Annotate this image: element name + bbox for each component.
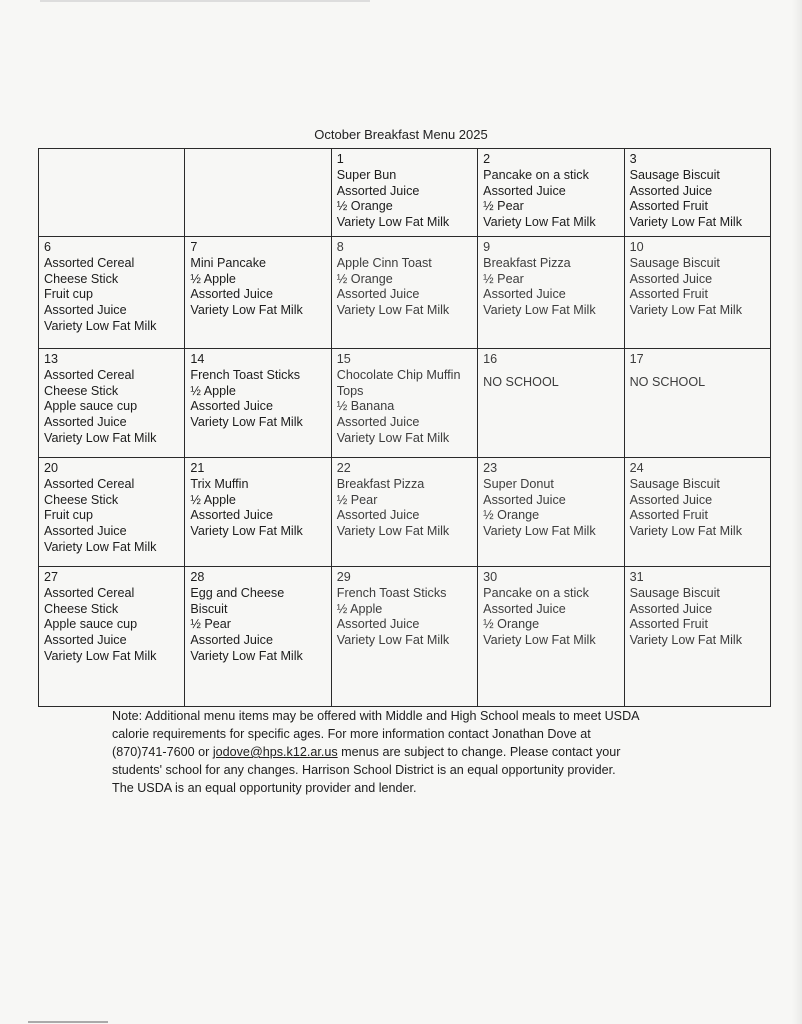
menu-item: Sausage Biscuit [629, 476, 720, 491]
note-line-4: students' school for any changes. Harrison School District is an equal opportunity provider. [112, 763, 616, 777]
day-cell-23 [478, 458, 624, 567]
empty-day-cell [39, 149, 185, 237]
menu-item: Assorted Juice [44, 415, 127, 430]
menu-item: Breakfast Pizza [483, 255, 571, 270]
day-number: 15 [336, 352, 351, 366]
menu-item: Assorted Juice [629, 183, 713, 198]
day-cell-6 [39, 237, 185, 349]
note-phone-text: (870)741-7600 or [112, 745, 213, 759]
day-cell-24 [624, 458, 770, 567]
day-number: 3 [629, 152, 637, 166]
menu-item: Assorted Juice [44, 303, 127, 318]
menu-item: Tops [336, 383, 364, 398]
menu-item: Variety Low Fat Milk [44, 648, 157, 663]
menu-item: ½ Banana [336, 399, 395, 414]
menu-item: Assorted Juice [336, 183, 420, 198]
day-number: 2 [483, 152, 491, 166]
day-cell-3 [624, 149, 770, 237]
calendar-body [39, 149, 771, 707]
menu-item: Pancake on a stick [483, 167, 589, 182]
menu-item: Assorted Juice [190, 633, 273, 648]
menu-item: ½ Apple [190, 492, 236, 507]
day-cell-17 [624, 349, 770, 458]
menu-item: Assorted Cereal [44, 255, 135, 270]
scan-edge-shadow [792, 0, 802, 1024]
menu-item: ½ Apple [190, 271, 236, 286]
menu-item: Assorted Juice [336, 287, 420, 302]
day-number: 22 [336, 461, 351, 475]
menu-item: ½ Orange [336, 199, 393, 214]
menu-item: Assorted Juice [483, 492, 566, 507]
menu-item: Assorted Juice [44, 524, 127, 539]
menu-item: Sausage Biscuit [629, 255, 720, 270]
day-number: 24 [629, 461, 644, 475]
day-cell-1 [331, 149, 477, 237]
menu-title: October Breakfast Menu 2025 [314, 127, 488, 142]
menu-item: Fruit cup [44, 287, 93, 302]
menu-item: Assorted Fruit [629, 617, 708, 632]
no-school-label: NO SCHOOL [629, 374, 706, 389]
day-number: 14 [190, 352, 205, 366]
week-row [39, 149, 771, 237]
menu-item: Assorted Juice [190, 508, 273, 523]
menu-item: Breakfast Pizza [336, 476, 425, 491]
day-cell-22 [331, 458, 477, 567]
day-cell-10 [624, 237, 770, 349]
menu-item: French Toast Sticks [336, 585, 447, 600]
menu-item: Variety Low Fat Milk [336, 215, 450, 230]
menu-item: Variety Low Fat Milk [190, 303, 303, 318]
menu-item: Assorted Juice [483, 183, 566, 198]
day-number: 27 [44, 570, 59, 584]
day-cell-9 [478, 237, 624, 349]
menu-item: Super Donut [483, 476, 554, 491]
menu-item: Assorted Fruit [629, 508, 708, 523]
day-cell-29 [331, 567, 477, 707]
menu-item: Variety Low Fat Milk [336, 430, 450, 445]
menu-item: Variety Low Fat Milk [44, 318, 157, 333]
menu-item: Assorted Juice [629, 271, 713, 286]
menu-item: Fruit cup [44, 508, 93, 523]
menu-item: Assorted Fruit [629, 199, 708, 214]
note-line-5: The USDA is an equal opportunity provider and lender. [112, 781, 417, 795]
day-cell-14 [185, 349, 331, 458]
menu-item: Biscuit [190, 601, 228, 616]
scan-artifact-top [40, 0, 370, 2]
menu-item: Assorted Juice [629, 601, 713, 616]
menu-item: Variety Low Fat Milk [336, 633, 450, 648]
menu-item: Variety Low Fat Milk [44, 430, 157, 445]
menu-item: Apple Cinn Toast [336, 255, 432, 270]
day-cell-20 [39, 458, 185, 567]
menu-item: Mini Pancake [190, 255, 266, 270]
day-cell-8 [331, 237, 477, 349]
menu-item: Variety Low Fat Milk [483, 215, 596, 230]
menu-item: Variety Low Fat Milk [336, 524, 450, 539]
day-number: 8 [336, 240, 344, 254]
menu-item: Assorted Cereal [44, 476, 135, 491]
day-cell-31 [624, 567, 770, 707]
menu-item: ½ Pear [483, 199, 524, 214]
day-number: 20 [44, 461, 59, 475]
menu-item: Assorted Juice [336, 617, 420, 632]
day-cell-21 [185, 458, 331, 567]
menu-item: ½ Pear [190, 617, 231, 632]
menu-item: Variety Low Fat Milk [190, 524, 303, 539]
day-cell-30 [478, 567, 624, 707]
menu-item: Cheese Stick [44, 383, 119, 398]
day-number: 30 [483, 570, 498, 584]
menu-item: Assorted Juice [44, 633, 127, 648]
day-number: 28 [190, 570, 205, 584]
day-number: 9 [483, 240, 491, 254]
menu-item: Variety Low Fat Milk [190, 648, 303, 663]
day-cell-2 [478, 149, 624, 237]
menu-item: Variety Low Fat Milk [629, 524, 743, 539]
menu-item: Assorted Juice [629, 492, 713, 507]
menu-item: Variety Low Fat Milk [483, 524, 596, 539]
menu-item: Cheese Stick [44, 271, 119, 286]
note-line-3-rest: menus are subject to change. Please contact your [337, 745, 621, 759]
menu-item: Assorted Cereal [44, 367, 135, 382]
menu-item: ½ Pear [483, 271, 524, 286]
day-number: 23 [483, 461, 498, 475]
day-cell-27 [39, 567, 185, 707]
day-cell-15 [331, 349, 477, 458]
menu-item: ½ Orange [483, 508, 540, 523]
menu-item: Apple sauce cup [44, 617, 138, 632]
menu-item: ½ Orange [336, 271, 393, 286]
menu-item: Sausage Biscuit [629, 585, 720, 600]
day-cell-16 [478, 349, 624, 458]
menu-item: Assorted Juice [483, 601, 566, 616]
day-number: 6 [44, 240, 52, 254]
menu-calendar [38, 148, 771, 707]
menu-item: Cheese Stick [44, 492, 119, 507]
day-number: 31 [629, 570, 644, 584]
day-cell-28 [185, 567, 331, 707]
menu-item: ½ Pear [336, 492, 378, 507]
day-number: 17 [629, 352, 644, 366]
menu-item: Variety Low Fat Milk [483, 303, 596, 318]
menu-item: ½ Orange [483, 617, 540, 632]
menu-item: French Toast Sticks [190, 367, 301, 382]
menu-item: Assorted Juice [336, 508, 420, 523]
menu-item: ½ Apple [190, 383, 236, 398]
menu-item: Variety Low Fat Milk [44, 539, 157, 554]
menu-item: Pancake on a stick [483, 585, 589, 600]
menu-item: Variety Low Fat Milk [629, 633, 743, 648]
menu-item: Assorted Fruit [629, 287, 708, 302]
day-number: 10 [629, 240, 644, 254]
disclaimer-note [112, 707, 712, 797]
day-number: 16 [483, 352, 498, 366]
menu-item: Apple sauce cup [44, 399, 138, 414]
day-cell-13 [39, 349, 185, 458]
menu-item: Variety Low Fat Milk [483, 633, 596, 648]
menu-item: Assorted Juice [336, 415, 420, 430]
day-number: 21 [190, 461, 205, 475]
menu-item: Egg and Cheese [190, 585, 285, 600]
no-school-label: NO SCHOOL [483, 374, 559, 389]
menu-item: Variety Low Fat Milk [629, 303, 743, 318]
menu-item: Cheese Stick [44, 601, 119, 616]
menu-item: Trix Muffin [190, 476, 249, 491]
day-number: 13 [44, 352, 59, 366]
note-line-3 [112, 743, 712, 761]
week-row [39, 458, 771, 567]
contact-email-link[interactable]: jodove@hps.k12.ar.us [212, 745, 338, 759]
scan-artifact-bottom [28, 1021, 108, 1023]
week-row [39, 237, 771, 349]
day-number: 29 [336, 570, 351, 584]
note-line-2: calorie requirements for specific ages. For more information contact Jonathan Dove at [112, 727, 591, 741]
day-cell-7 [185, 237, 331, 349]
day-number: 1 [336, 152, 344, 166]
day-number: 7 [190, 240, 198, 254]
menu-item: Variety Low Fat Milk [190, 415, 303, 430]
note-line-1: Note: Additional menu items may be offered with Middle and High School meals to meet USDA [112, 709, 640, 723]
menu-item: Assorted Juice [483, 287, 566, 302]
menu-item: Chocolate Chip Muffin [336, 367, 461, 382]
menu-item: Variety Low Fat Milk [336, 303, 450, 318]
menu-item: Super Bun [336, 167, 397, 182]
menu-item: Sausage Biscuit [629, 167, 720, 182]
menu-item: Assorted Juice [190, 399, 273, 414]
menu-item: Assorted Cereal [44, 585, 135, 600]
empty-day-cell [185, 149, 331, 237]
menu-item: Variety Low Fat Milk [629, 215, 743, 230]
week-row [39, 567, 771, 707]
week-row [39, 349, 771, 458]
menu-item: ½ Apple [336, 601, 383, 616]
menu-item: Assorted Juice [190, 287, 273, 302]
